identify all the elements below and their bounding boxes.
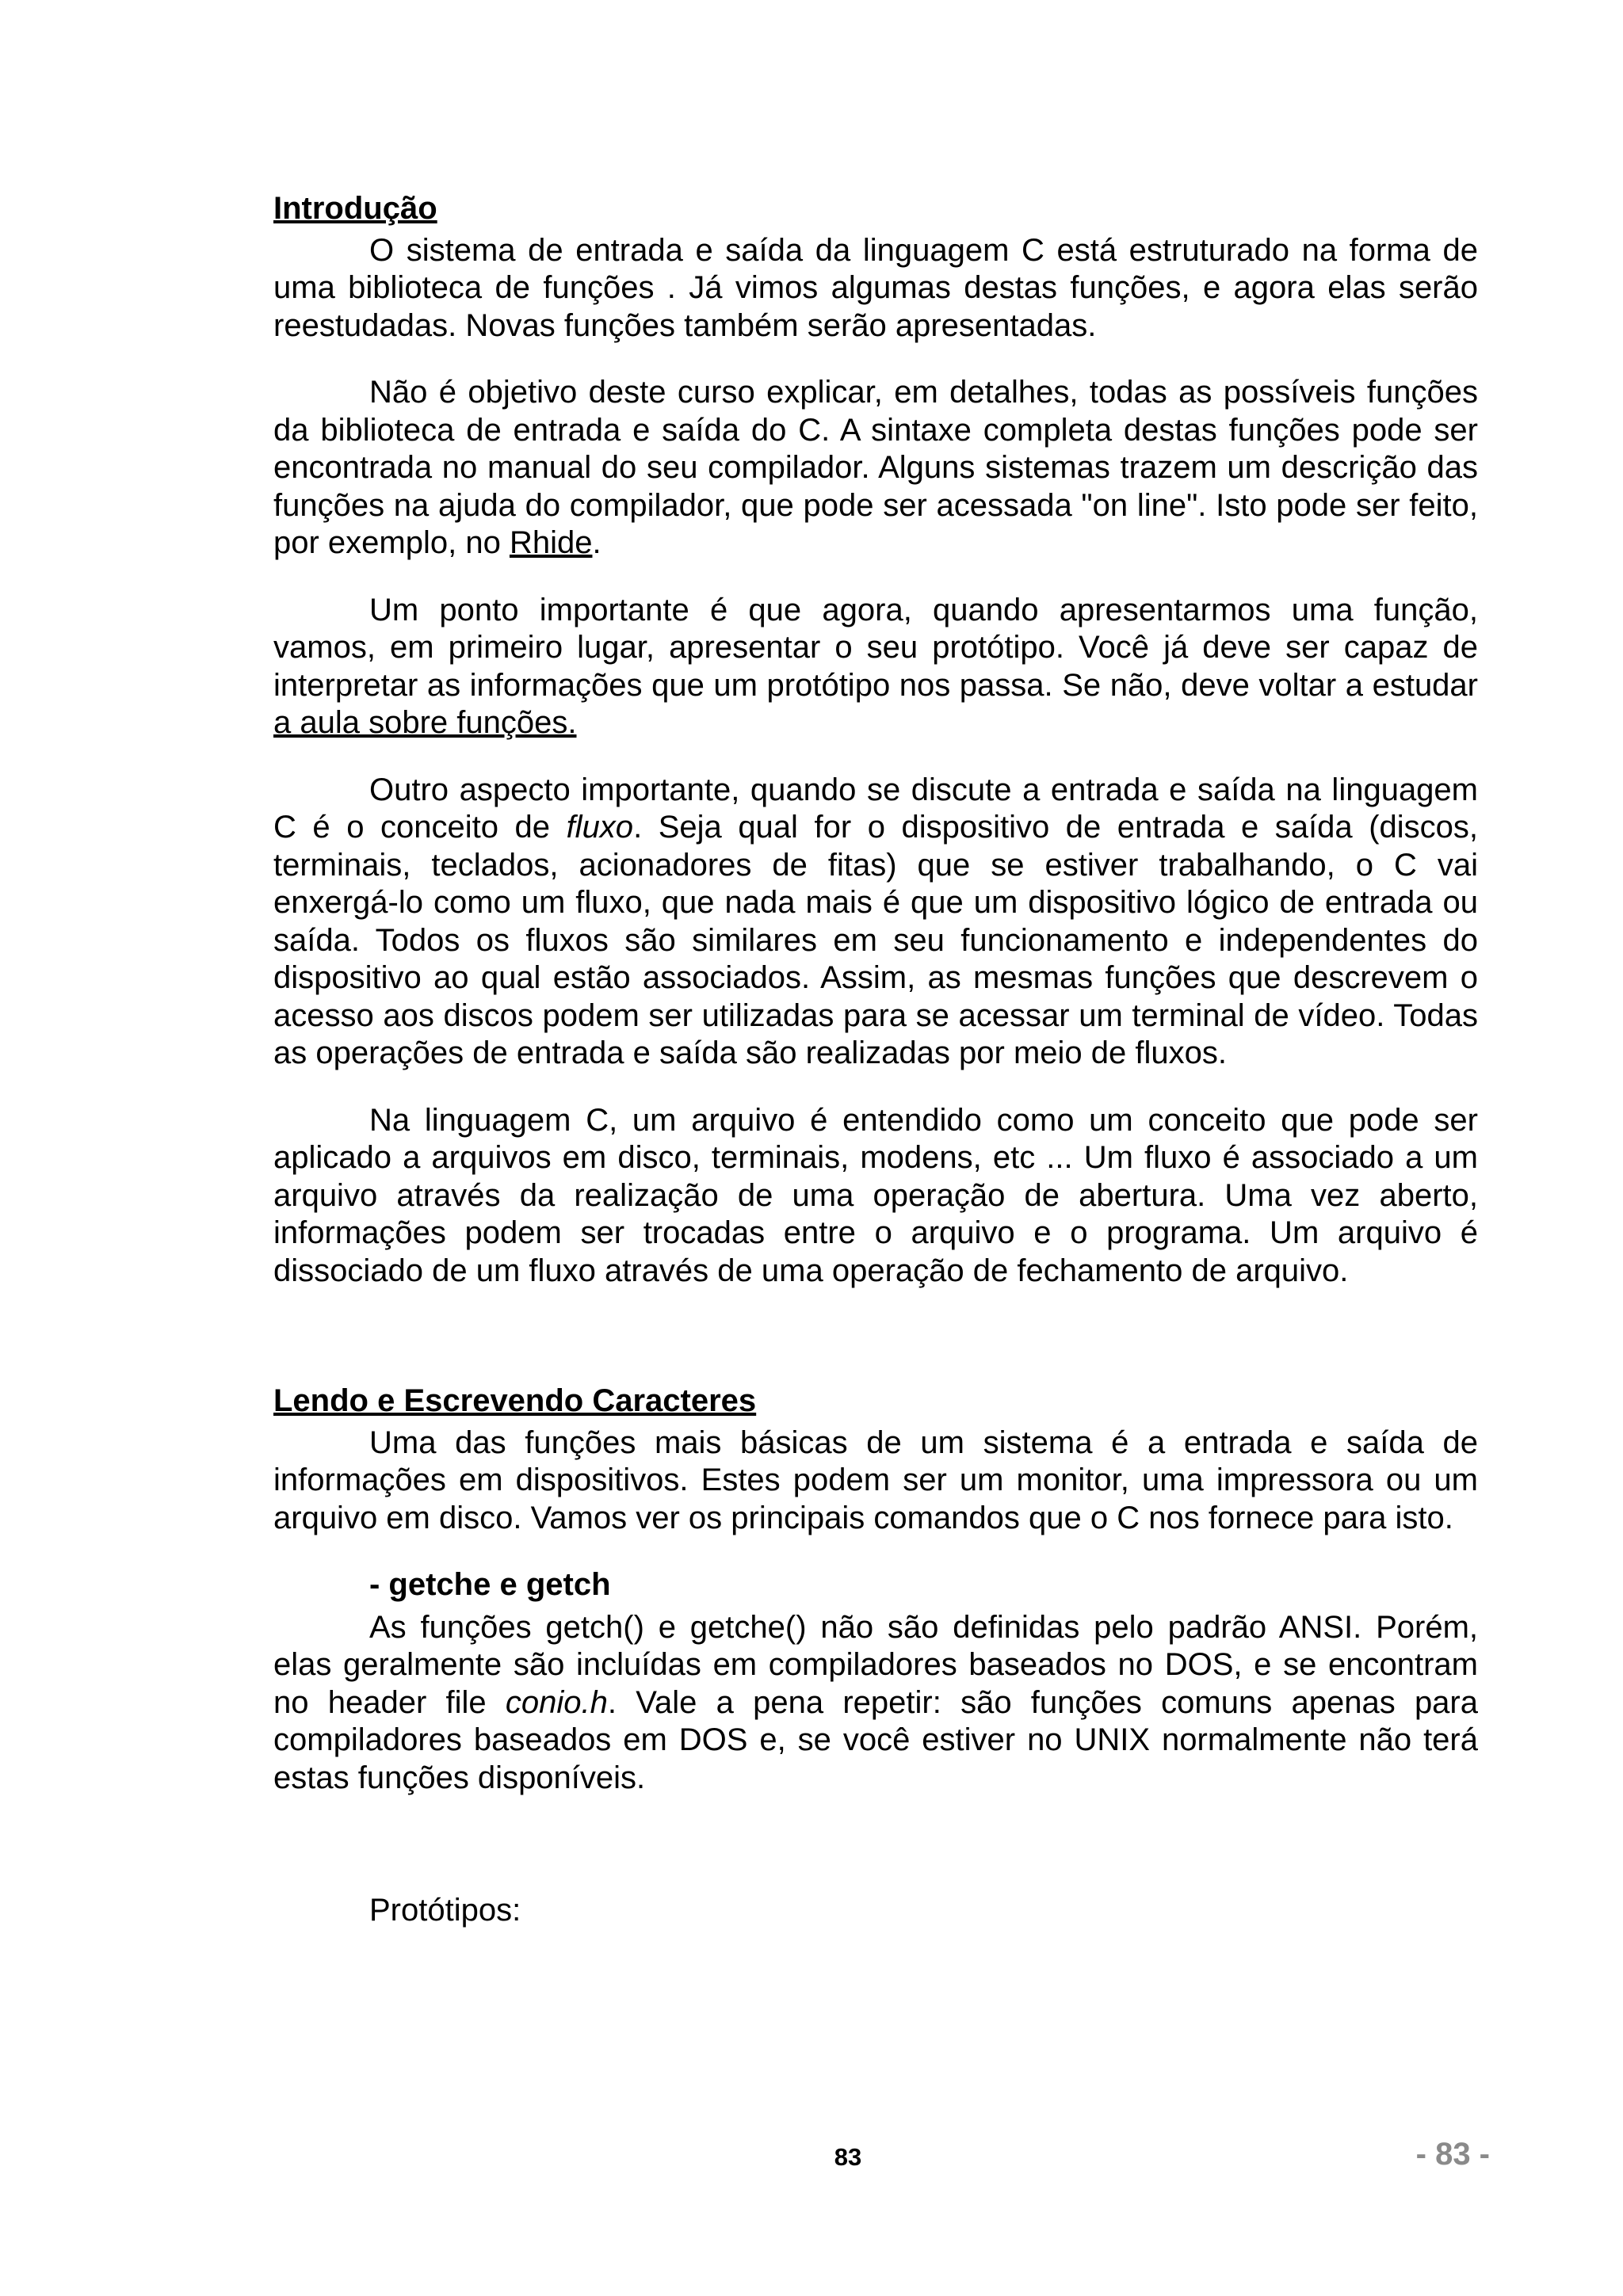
section-heading-introducao: Introdução — [273, 191, 437, 226]
paragraph-chars-1: Uma das funções mais básicas de um sistema é a entrada e saída de informações em dispositivos. Estes podem ser um monitor, uma impressora ou um arquivo em disco. Vamos ver os principais comandos que o C nos fornece para isto. — [273, 1425, 1478, 1535]
paragraph-intro-4: Outro aspecto importante, quando se discute a entrada e saída na linguagem C é o conceito de fluxo. Seja qual for o dispositivo de entrada e saída (discos, terminais, teclados, acionadores de fitas) que se estiver trabalhando, o C vai enxergá-lo como um fluxo, que nada mais é que um dispositivo lógico de entrada ou saída. Todos os fluxos são similares em seu funcionamento e independentes do dispositivo ao qual estão associados. Assim, as mesmas funções que descrevem o acesso aos discos podem ser utilizadas para se acessar um terminal de vídeo. Todas as operações de entrada e saída são realizadas por meio de fluxos. — [273, 772, 1479, 1070]
paragraph-intro-2: Não é objetivo deste curso explicar, em detalhes, todas as possíveis funções da biblioteca de entrada e saída do C. A sintaxe completa destas funções pode ser encontrada no manual do seu compilador. Alguns sistemas trazem um descrição das funções na ajuda do compilador, que pode ser acessada "on line". Isto pode ser feito, por exemplo, no Rhide. — [273, 375, 1478, 560]
paragraph-intro-3: Um ponto importante é que agora, quando apresentarmos uma função, vamos, em primeiro lugar, apresentar o seu protótipo. Você já deve ser capaz de interpretar as informações que um protótipo nos passa. Se não, deve voltar a estudar a aula sobre funções. — [273, 592, 1478, 740]
subheading-getche-getch: - getche e getch — [369, 1567, 611, 1602]
paragraph-intro-5: Na linguagem C, um arquivo é entendido como um conceito que pode ser aplicado a arquivos em disco, terminais, modens, etc ... Um fluxo é associado a um arquivo através da realização de uma operação de abertura. Uma vez aberto, informações podem ser trocadas entre o arquivo e o programa. Um arquivo é dissociado de um fluxo através de uma operação de fechamento de arquivo. — [273, 1102, 1478, 1288]
paragraph-intro-1: O sistema de entrada e saída da linguagem C está estruturado na forma de uma biblioteca de funções . Já vimos algumas destas funções, e agora elas serão reestudadas. Novas funções também serão apresentadas. — [273, 232, 1478, 343]
prototypes-label: Protótipos: — [369, 1893, 521, 1928]
paragraph-chars-2: As funções getch() e getche() não são definidas pelo padrão ANSI. Porém, elas geralmente são incluídas em compiladores baseados no DOS, e se encontram no header file conio.h. Vale a pena repetir: são funções comuns apenas para compiladores baseados em DOS e, se você estiver no UNIX normalmente não terá estas funções disponíveis. — [273, 1609, 1478, 1795]
footer-page-number-right: - 83 - — [1415, 2137, 1490, 2172]
emphasis-conio-h: conio.h — [505, 1684, 608, 1720]
link-rhide[interactable]: Rhide — [509, 525, 593, 560]
page-content — [273, 190, 1478, 1930]
link-aula-funcoes[interactable]: a aula sobre funções. — [273, 705, 577, 740]
emphasis-fluxo: fluxo — [566, 810, 634, 845]
footer-page-number: 83 — [834, 2143, 862, 2171]
section-heading-lendo-escrevendo: Lendo e Escrevendo Caracteres — [273, 1383, 757, 1418]
